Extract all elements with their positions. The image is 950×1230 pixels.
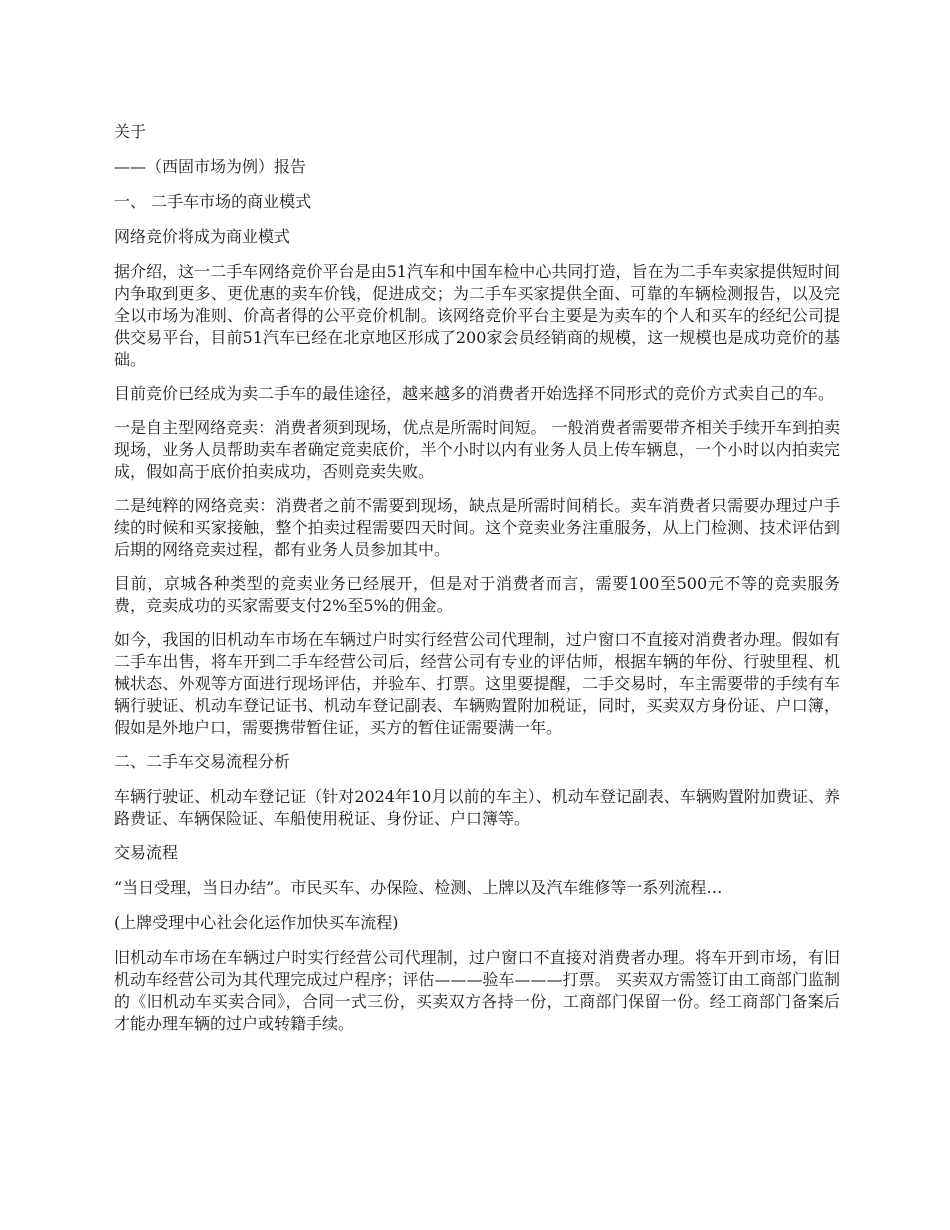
doc-subtitle: ——（西固市场为例）报告	[114, 157, 307, 176]
section-heading-1: 一、 二手车市场的商业模式	[114, 192, 312, 211]
paragraph-agency-system: 如今，我国的旧机动车市场在车辆过户时实行经营公司代理制，过户窗口不直接对消费者办理。假如有二手车出售，将车开到二手车经营公司后，经营公司有专业的评估师，根据车辆的年份、行驶里程、机械状态、外观等方面进行现场评估，并验车、打票。这里要提醒，二手交易时，车主需要带的手续有车辆行驶证、机动车登记证书、机动车登记副表、车辆购置附加税证，同时，买卖双方身份证、户口簿，假如是外地户口，需要携带暂住证，买方的暂住证需要满一年。	[114, 630, 840, 737]
paragraph-bidding-best-way: 目前竞价已经成为卖二手车的最佳途径，越来越多的消费者开始选择不同形式的竞价方式卖自己的车。	[114, 384, 835, 403]
paragraph-platform-intro: 据介绍，这一二手车网络竞价平台是由51汽车和中国车检中心共同打造，旨在为二手车卖家提供短时间内争取到更多、更优惠的卖车价钱，促进成交；为二手车买家提供全面、可靠的车辆检测报告，以及完全以市场为准则、价高者得的公平竞价机制。该网络竞价平台主要是为卖车的个人和买车的经纪公司提供交易平台，目前51汽车已经在北京地区形成了200家会员经销商的规模，这一规模也是成功竞价的基础。	[114, 262, 840, 369]
paragraph-required-documents: 车辆行驶证、机动车登记证（针对2024年10月以前的车主）、机动车登记副表、车辆购置附加费证、养路费证、车辆保险证、车船使用税证、身份证、户口簿等。	[114, 787, 840, 828]
paragraph-registration-center: (上牌受理中心社会化运作加快买车流程)	[114, 913, 399, 932]
section-heading-2: 二、二手车交易流程分析	[114, 752, 291, 771]
document-page	[114, 121, 840, 1047]
subheading-online-bidding: 网络竞价将成为商业模式	[114, 227, 291, 246]
paragraph-same-day-service: “当日受理，当日办结”。市民买车、办保险、检测、上牌以及汽车维修等一系列流程…	[114, 878, 723, 897]
subheading-transaction-process: 交易流程	[114, 843, 179, 862]
paragraph-self-service-bidding: 一是自主型网络竞卖：消费者须到现场，优点是所需时间短。 一般消费者需要带齐相关手续开车到拍卖现场，业务人员帮助卖车者确定竞卖底价，半个小时以内有业务人员上传车辆息，一个小时以内拍卖完成，假如高于底价拍卖成功，否则竞卖失败。	[114, 418, 840, 481]
paragraph-service-fees: 目前，京城各种类型的竞卖业务已经展开，但是对于消费者而言，需要100至500元不等的竞卖服务费，竞卖成功的买家需要支付2%至5%的佣金。	[114, 574, 840, 615]
paragraph-transfer-procedure: 旧机动车市场在车辆过户时实行经营公司代理制，过户窗口不直接对消费者办理。将车开到市场，有旧机动车经营公司为其代理完成过户程序；评估———验车———打票。 买卖双方需签订由工商部门监制的《旧机动车买卖合同》，合同一式三份，买卖双方各持一份，工商部门保留一份。经工商部门备案后才能办理车辆的过户或转籍手续。	[114, 948, 840, 1033]
paragraph-pure-online-bidding: 二是纯粹的网络竞卖：消费者之前不需要到现场，缺点是所需时间稍长。卖车消费者只需要办理过户手续的时候和买家接触，整个拍卖过程需要四天时间。这个竞卖业务注重服务，从上门检测、技术评估到后期的网络竞卖过程，都有业务人员参加其中。	[114, 496, 840, 559]
doc-title: 关于	[114, 122, 147, 141]
